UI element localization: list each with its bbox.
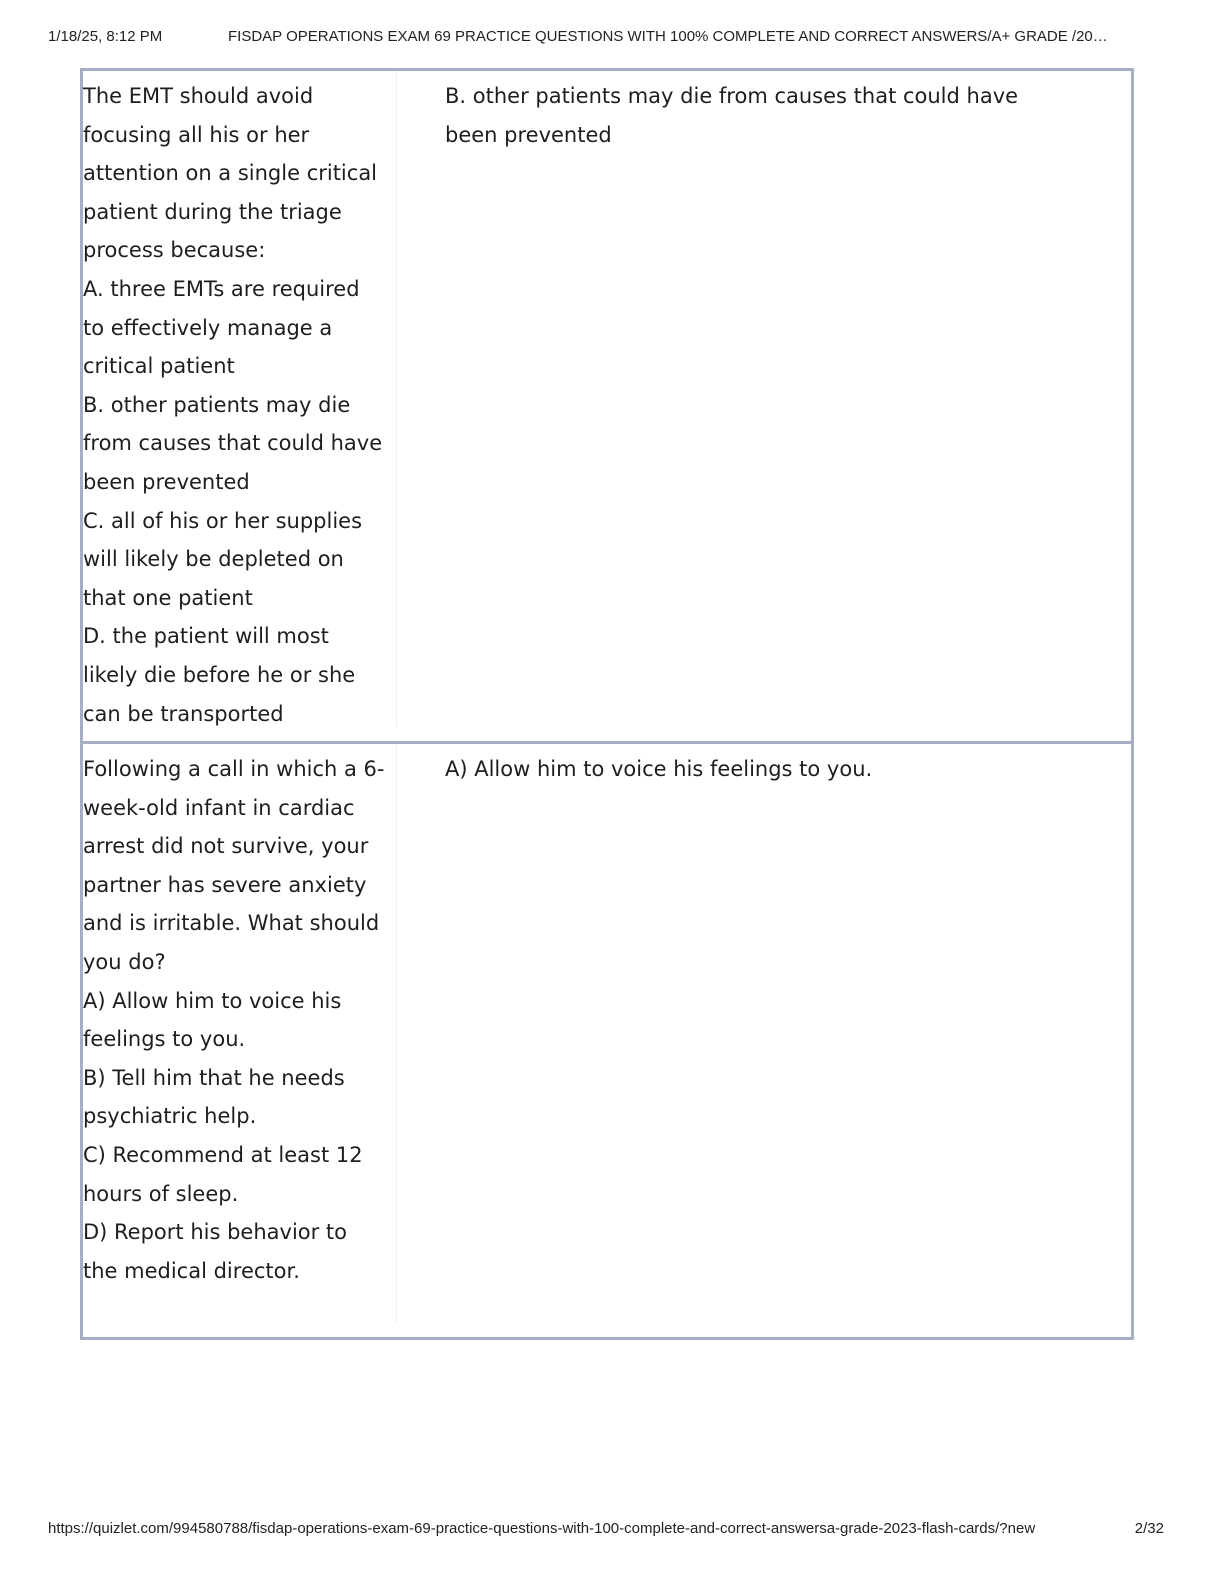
flashcard: [80, 744, 1134, 1340]
flashcard-list: [80, 68, 1134, 1340]
print-footer: [48, 1520, 1178, 1544]
flashcard-definition: B. other patients may die from causes that could have been prevented: [445, 84, 1025, 147]
flashcard: [80, 68, 1134, 744]
document-title: FISDAP OPERATIONS EXAM 69 PRACTICE QUESTIONS WITH 100% COMPLETE AND CORRECT ANSWERS/A+ GRADE /20…: [228, 28, 1108, 45]
page-url[interactable]: https://quizlet.com/994580788/fisdap-operations-exam-69-practice-questions-with-100-complete-and-correct-answersa-grade-2023-flash-cards/?new: [48, 1520, 1036, 1537]
flashcard-definition: A) Allow him to voice his feelings to you.: [445, 757, 873, 781]
flashcard-term: The EMT should avoid focusing all his or her attention on a single critical patient during the triage process because: A. three EMTs are required to effectively manage a critical patient B. other patients may die from causes that could have been prevented C. all of his or her supplies will likely be depleted on that one patient D. the patient will most likely die before he or she can be transported: [83, 71, 397, 727]
print-datetime: 1/18/25, 8:12 PM: [48, 28, 163, 45]
flashcard-term: Following a call in which a 6-week-old infant in cardiac arrest did not survive, your partner has severe anxiety and is irritable. What should you do? A) Allow him to voice his feelings to you. B) Tell him that he needs psychiatric help. C) Recommend at least 12 hours of sleep. D) Report his behavior to the medical director.: [83, 744, 397, 1323]
print-header: [48, 28, 1178, 52]
page-number: 2/32: [1134, 1520, 1164, 1537]
